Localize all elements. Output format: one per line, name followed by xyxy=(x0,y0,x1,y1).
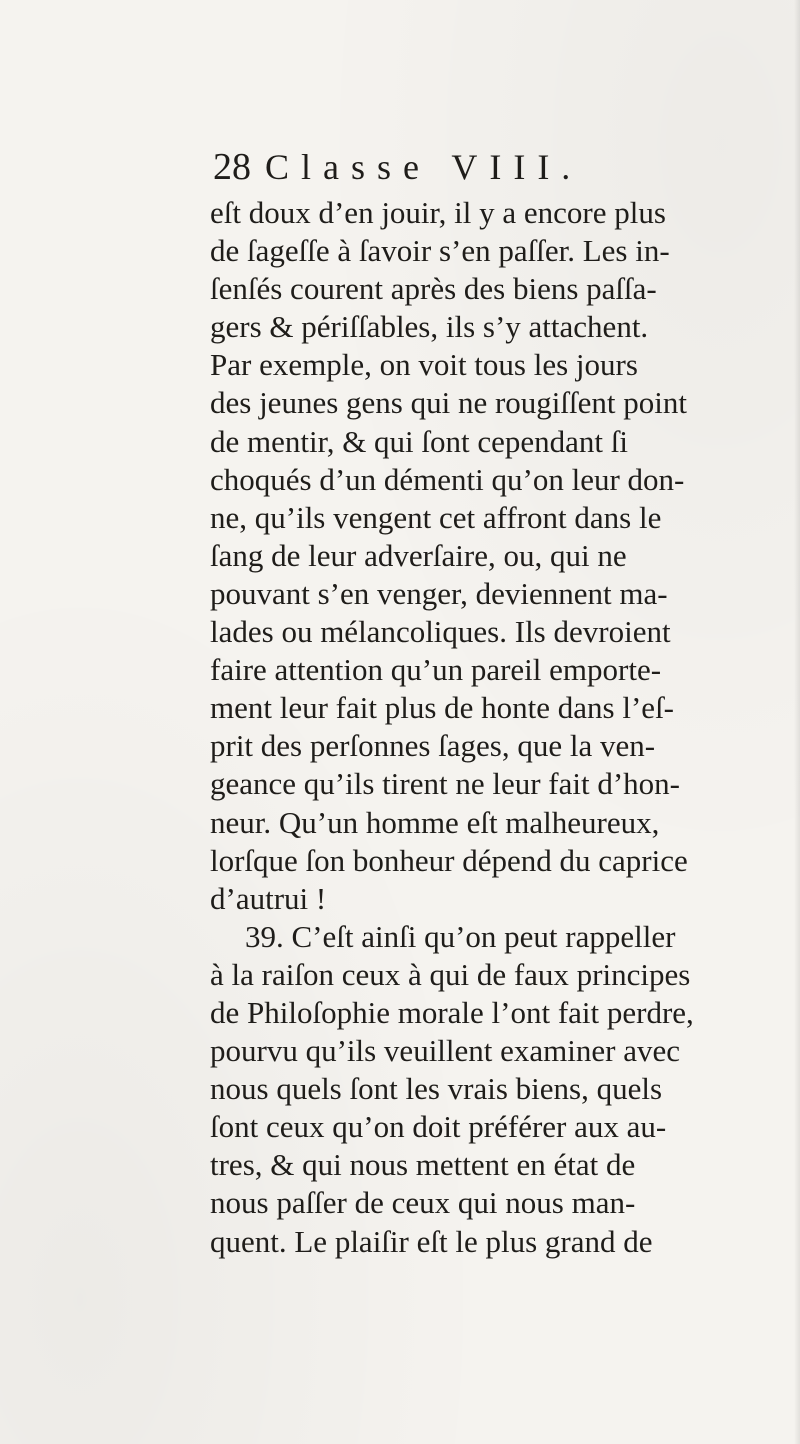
body-text xyxy=(210,194,800,1261)
text-line: gers & périſſables, ils s’y attachent. xyxy=(210,309,649,345)
text-line: Par exemple, on voit tous les jours xyxy=(210,347,638,383)
text-line: nous paſſer de ceux qui nous man- xyxy=(210,1185,636,1221)
text-line: d’autrui ! xyxy=(210,880,327,916)
text-line: ſang de leur adverſaire, ou, qui ne xyxy=(210,537,627,573)
text-line: lorſque ſon bonheur dépend du caprice xyxy=(210,842,688,878)
paragraph-start-line: 39. C’eſt ainſi qu’on peut rappeller xyxy=(245,918,676,954)
text-line: nous quels ſont les vrais biens, quels xyxy=(210,1071,663,1107)
text-line: de mentir, & qui ſont cependant ſi xyxy=(210,423,629,459)
text-line: de ſageſſe à ſavoir s’en paſſer. Les in- xyxy=(210,233,670,269)
text-line: à la raiſon ceux à qui de faux principes xyxy=(210,956,691,992)
running-head xyxy=(213,140,773,194)
text-line: prit des perſonnes ſages, que la ven- xyxy=(210,728,656,764)
text-line: quent. Le plaiſir eſt le plus grand de xyxy=(210,1223,653,1259)
text-line: lades ou mélancoliques. Ils devroient xyxy=(210,614,671,650)
text-line: ſenſés courent après des biens paſſa- xyxy=(210,271,657,307)
page-edge-shadow xyxy=(794,0,800,1444)
text-line: ſont ceux qu’on doit préférer aux au- xyxy=(210,1109,667,1145)
text-line: ment leur fait plus de honte dans l’eſ- xyxy=(210,690,675,726)
text-line: pourvu qu’ils veuillent examiner avec xyxy=(210,1033,681,1069)
text-line: des jeunes gens qui ne rougiſſent point xyxy=(210,385,687,421)
text-line: geance qu’ils tirent ne leur fait d’hon- xyxy=(210,766,680,802)
text-line: faire attention qu’un pareil emporte- xyxy=(210,652,662,688)
text-line: choqués d’un démenti qu’on leur don- xyxy=(210,461,685,497)
page-number: 28 xyxy=(213,146,251,188)
text-line: pouvant s’en venger, deviennent ma- xyxy=(210,575,668,611)
text-line: ne, qu’ils vengent cet affront dans le xyxy=(210,499,662,535)
text-line: eſt doux d’en jouir, il y a encore plus xyxy=(210,195,666,230)
text-line: neur. Qu’un homme eſt malheureux, xyxy=(210,804,660,840)
text-line: tres, & qui nous mettent en état de xyxy=(210,1147,636,1183)
text-line: de Philoſophie morale l’ont fait perdre, xyxy=(210,994,694,1030)
chapter-title: Classe VIII. xyxy=(265,147,583,187)
